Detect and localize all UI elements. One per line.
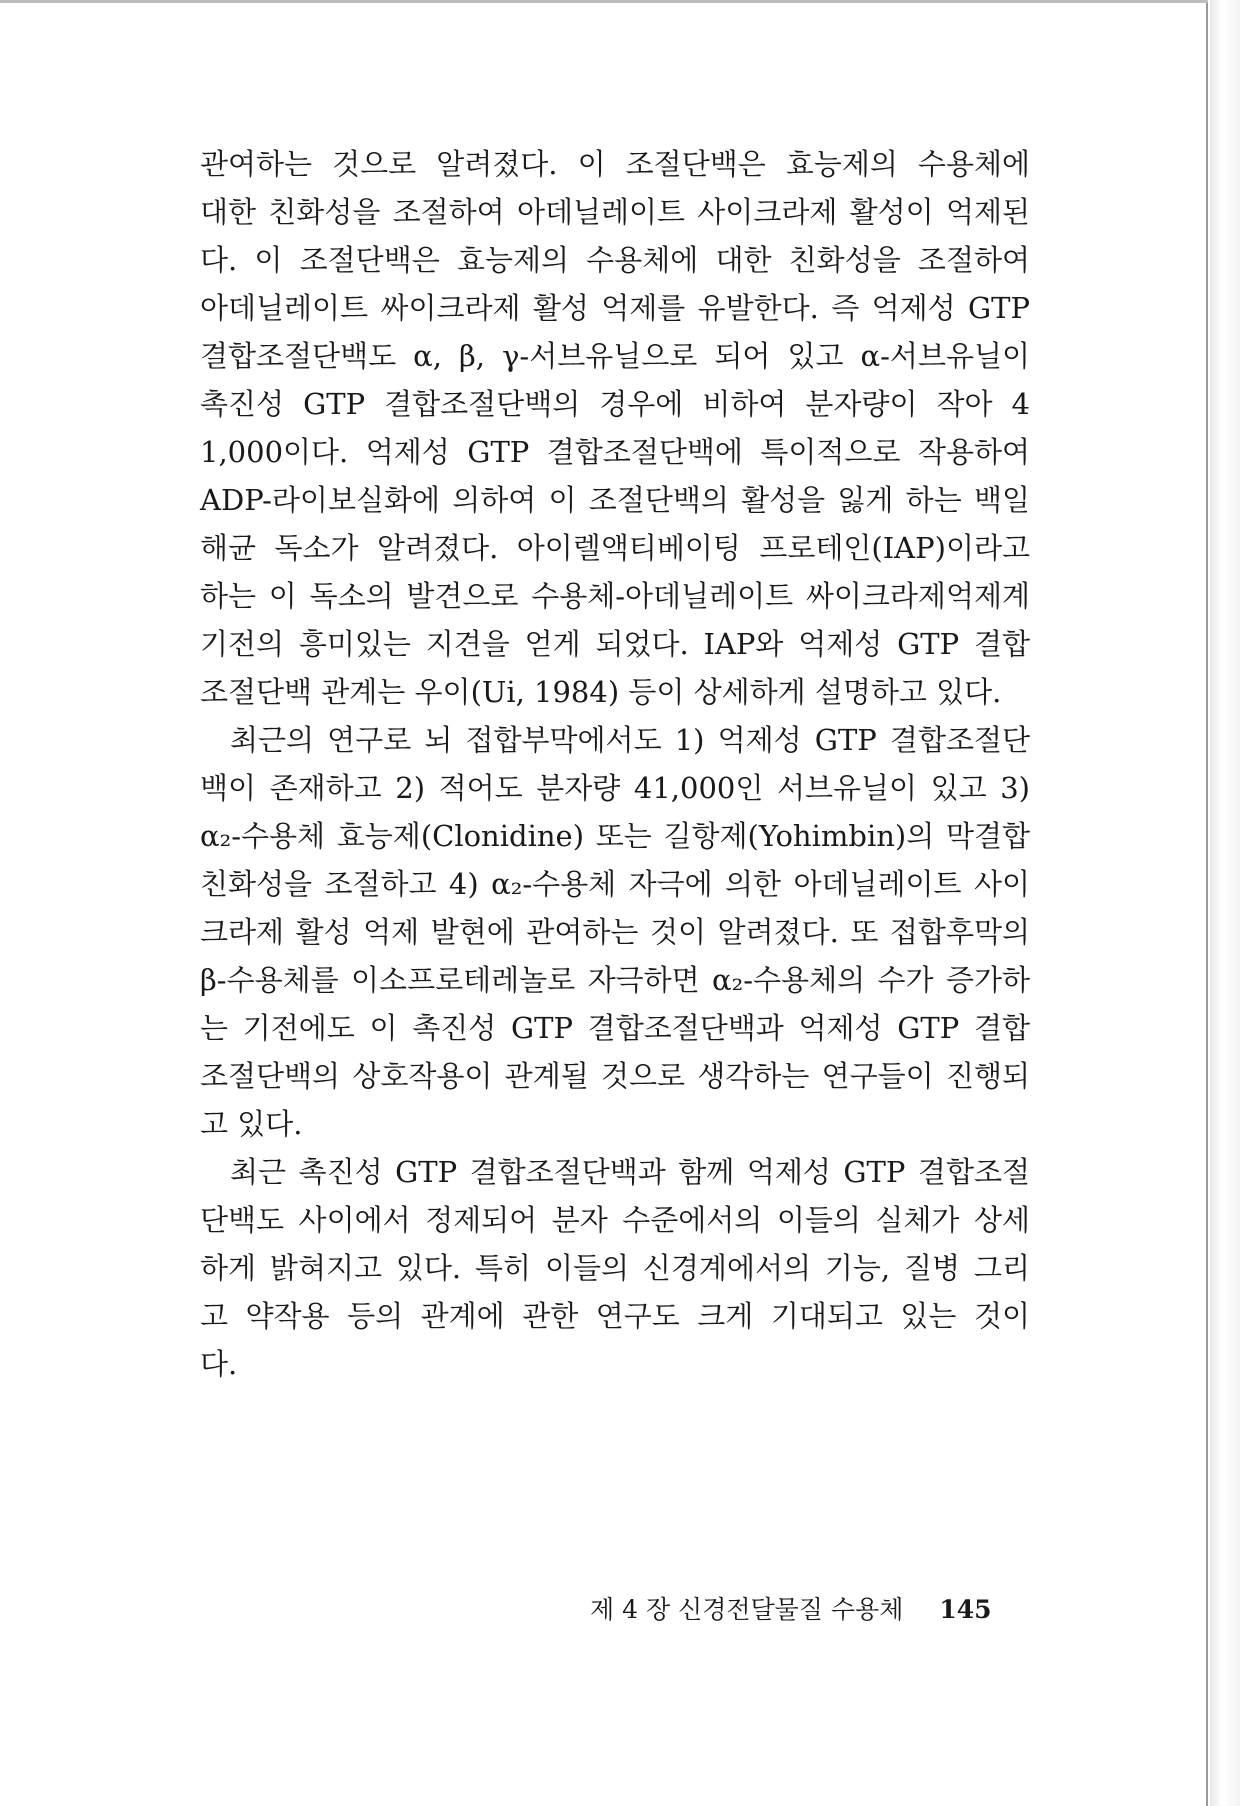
text-line: 하는 이 독소의 발견으로 수용체-아데닐레이트 싸이크라제억제계 bbox=[200, 579, 1030, 613]
text-line: 단백도 사이에서 정제되어 분자 수준에서의 이들의 실체가 상세 bbox=[200, 1203, 1030, 1237]
text-line: 아데닐레이트 싸이크라제 활성 억제를 유발한다. 즉 억제성 GTP bbox=[200, 291, 1030, 325]
text-line: 친화성을 조절하고 4) α₂-수용체 자극에 의한 아데닐레이트 사이 bbox=[200, 867, 1030, 901]
text-line: 대한 친화성을 조절하여 아데닐레이트 사이크라제 활성이 억제된 bbox=[200, 195, 1030, 229]
paragraph-3 bbox=[200, 1148, 1030, 1388]
running-footer-chapter: 제 4 장 신경전달물질 수용체 bbox=[590, 1595, 904, 1624]
text-line: 는 기전에도 이 촉진성 GTP 결합조절단백과 억제성 GTP 결합 bbox=[200, 1011, 1030, 1045]
text-line: β-수용체를 이소프로테레놀로 자극하면 α₂-수용체의 수가 증가하 bbox=[200, 963, 1030, 997]
text-line: 기전의 흥미있는 지견을 얻게 되었다. IAP와 억제성 GTP 결합 bbox=[200, 627, 1030, 661]
page-footer bbox=[590, 1590, 992, 1626]
paragraph-1 bbox=[200, 140, 1030, 716]
text-line: 다. 이 조절단백은 효능제의 수용체에 대한 친화성을 조절하여 bbox=[200, 243, 1030, 277]
page-edge-shadow bbox=[1210, 0, 1240, 1806]
text-line: 관여하는 것으로 알려졌다. 이 조절단백은 효능제의 수용체에 bbox=[200, 147, 1030, 181]
text-line: 촉진성 GTP 결합조절단백의 경우에 비하여 분자량이 작아 4 bbox=[200, 387, 1030, 421]
page-top-edge bbox=[0, 0, 1208, 3]
text-line: 조절단백 관계는 우이(Ui, 1984) 등이 상세하게 설명하고 있다. bbox=[200, 675, 1002, 709]
text-line: 최근 촉진성 GTP 결합조절단백과 함께 억제성 GTP 결합조절 bbox=[230, 1155, 1030, 1189]
text-line: 조절단백의 상호작용이 관계될 것으로 생각하는 연구들이 진행되 bbox=[200, 1059, 1030, 1093]
text-line: 최근의 연구로 뇌 접합부막에서도 1) 억제성 GTP 결합조절단 bbox=[230, 723, 1030, 757]
text-line: 다. bbox=[200, 1347, 238, 1381]
text-line: α₂-수용체 효능제(Clonidine) 또는 길항제(Yohimbin)의 막결합 bbox=[200, 819, 1030, 853]
text-line: 결합조절단백도 α, β, γ-서브유닐으로 되어 있고 α-서브유닐이 bbox=[200, 339, 1030, 373]
text-line: 크라제 활성 억제 발현에 관여하는 것이 알려졌다. 또 접합후막의 bbox=[200, 915, 1030, 949]
body-text bbox=[200, 140, 1030, 1388]
text-line: 해균 독소가 알려졌다. 아이렐액티베이팅 프로테인(IAP)이라고 bbox=[200, 531, 1030, 565]
text-line: 고 있다. bbox=[200, 1107, 303, 1141]
text-line: 백이 존재하고 2) 적어도 분자량 41,000인 서브유닐이 있고 3) bbox=[200, 771, 1030, 805]
text-line: 하게 밝혀지고 있다. 특히 이들의 신경계에서의 기능, 질병 그리 bbox=[200, 1251, 1030, 1285]
text-line: ADP-라이보실화에 의하여 이 조절단백의 활성을 잃게 하는 백일 bbox=[200, 483, 1030, 517]
page-number: 145 bbox=[939, 1595, 992, 1624]
paragraph-2 bbox=[200, 716, 1030, 1148]
text-line: 고 약작용 등의 관계에 관한 연구도 크게 기대되고 있는 것이 bbox=[200, 1299, 1030, 1333]
text-line: 1,000이다. 억제성 GTP 결합조절단백에 특이적으로 작용하여 bbox=[200, 435, 1030, 469]
